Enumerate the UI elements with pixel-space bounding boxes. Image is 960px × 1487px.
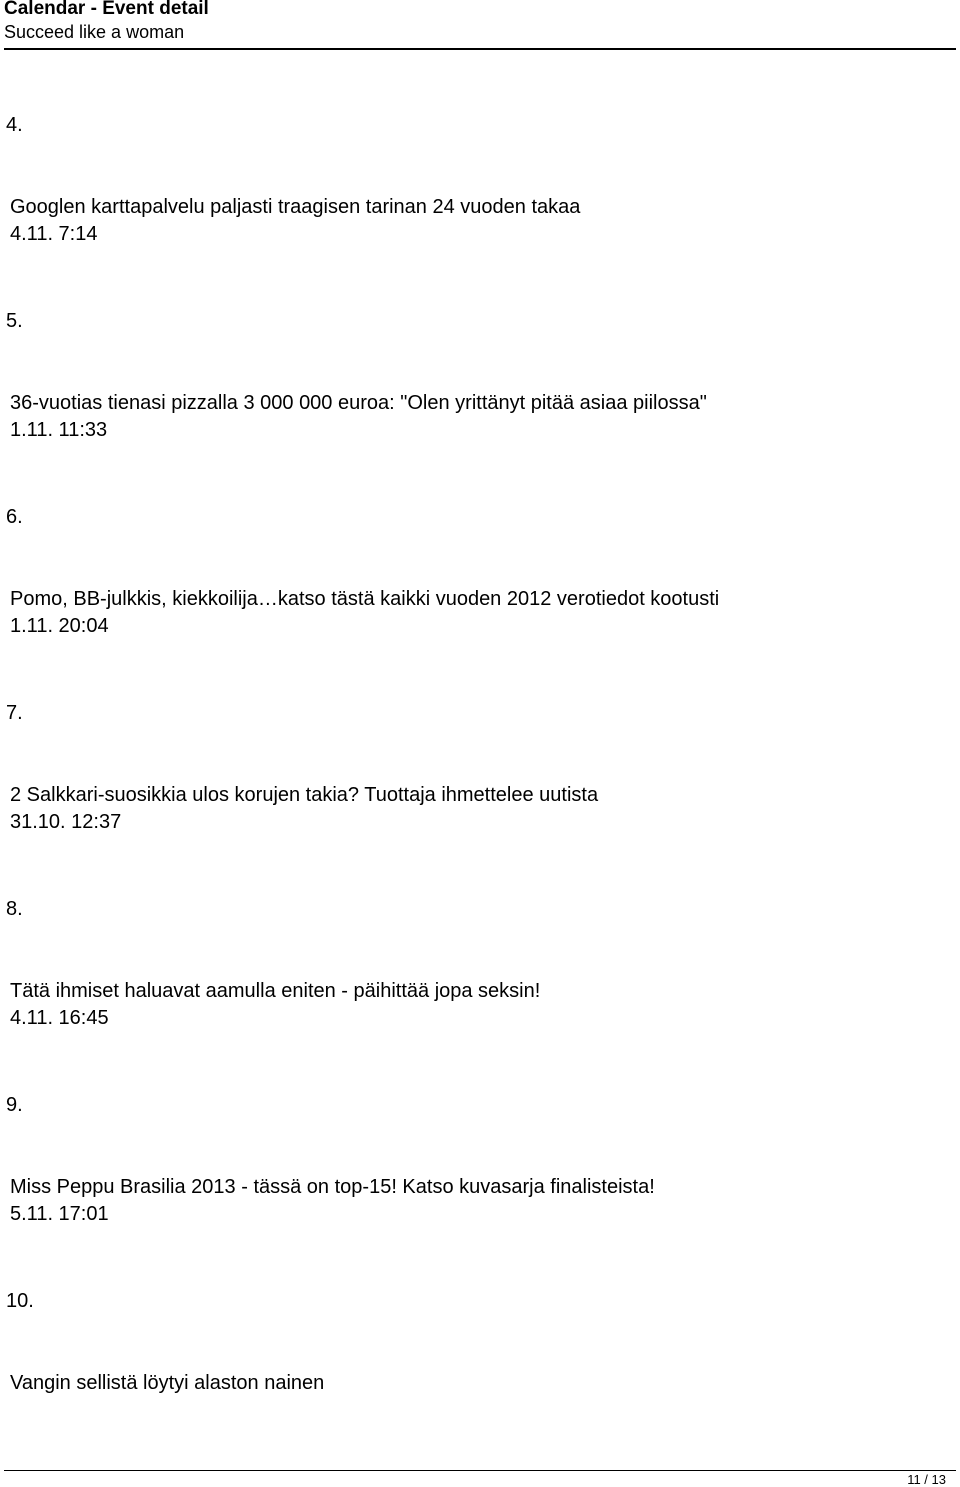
item-number: 9.: [6, 1094, 23, 1116]
header-divider: [4, 48, 956, 50]
item-headline-link[interactable]: Pomo, BB-julkkis, kiekkoilija…katso tästä kaikki vuoden 2012 verotiedot kootusti: [10, 588, 720, 610]
item-number: 5.: [6, 310, 23, 332]
item-timestamp: 4.11. 16:45: [10, 1007, 109, 1029]
item-timestamp: 31.10. 12:37: [10, 811, 122, 833]
item-headline-link[interactable]: 36-vuotias tienasi pizzalla 3 000 000 euroa: "Olen yrittänyt pitää asiaa piilossa": [10, 392, 707, 414]
page-number: 11 / 13: [907, 1472, 946, 1487]
item-headline-link[interactable]: Vangin sellistä löytyi alaston nainen: [10, 1372, 325, 1394]
item-timestamp: 5.11. 17:01: [10, 1203, 109, 1225]
item-headline-link[interactable]: Googlen karttapalvelu paljasti traagisen tarinan 24 vuoden takaa: [10, 196, 581, 218]
item-number: 6.: [6, 506, 23, 528]
item-number: 4.: [6, 114, 23, 136]
item-headline-link[interactable]: Miss Peppu Brasilia 2013 - tässä on top-15! Katso kuvasarja finalisteista!: [10, 1176, 655, 1198]
item-headline-link[interactable]: 2 Salkkari-suosikkia ulos korujen takia? Tuottaja ihmettelee uutista: [10, 784, 599, 806]
item-number: 8.: [6, 898, 23, 920]
item-timestamp: 4.11. 7:14: [10, 223, 98, 245]
item-number: 7.: [6, 702, 23, 724]
item-headline-link[interactable]: Tätä ihmiset haluavat aamulla eniten - päihittää jopa seksin!: [10, 980, 541, 1002]
item-timestamp: 1.11. 20:04: [10, 615, 109, 637]
page-subtitle: Succeed like a woman: [4, 22, 185, 42]
item-number: 10.: [6, 1290, 34, 1312]
footer-divider: [4, 1470, 956, 1471]
page-title: Calendar - Event detail: [4, 0, 209, 19]
item-timestamp: 1.11. 11:33: [10, 419, 108, 441]
